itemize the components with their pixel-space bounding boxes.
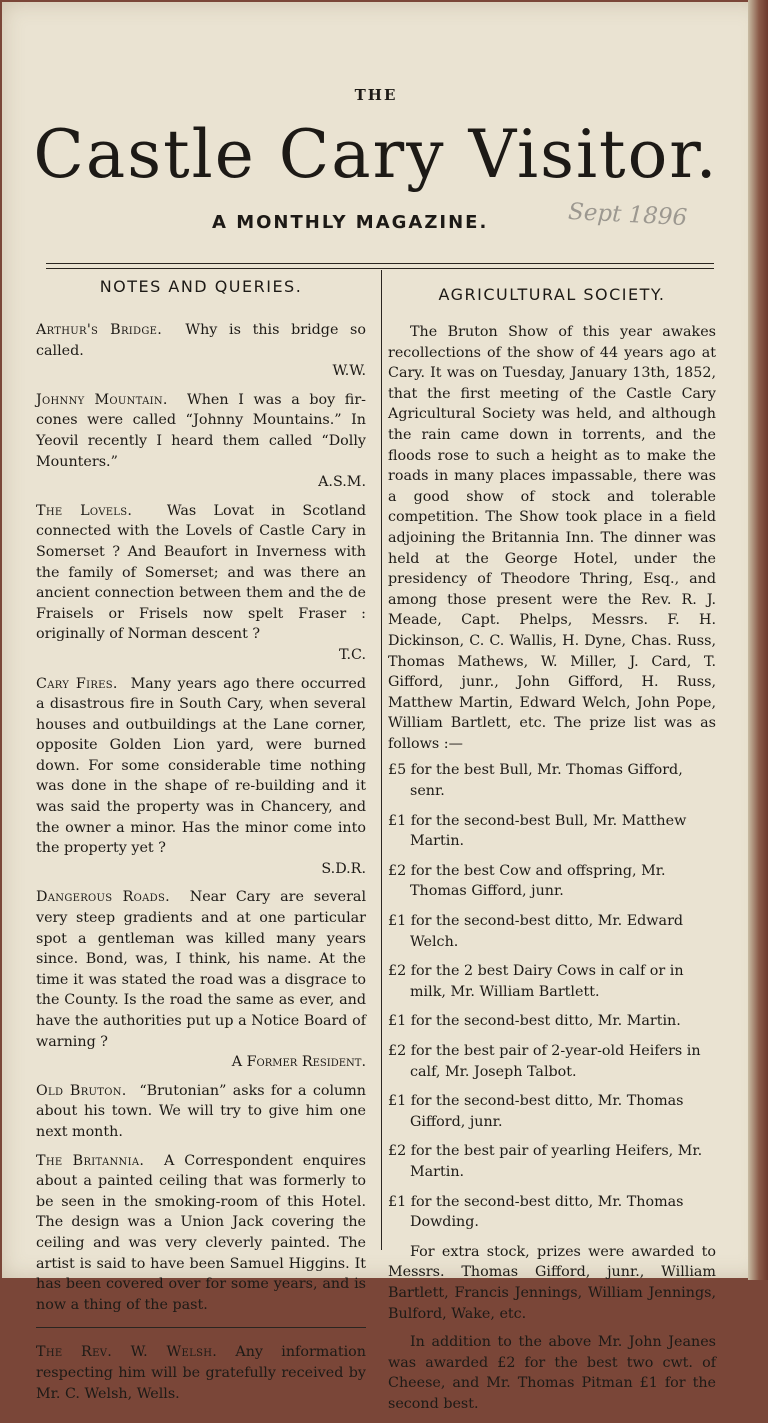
section-divider xyxy=(36,1327,366,1328)
query-entry xyxy=(36,887,366,1072)
entry-head: The Britannia. xyxy=(36,1152,145,1169)
footer-entry xyxy=(36,1342,366,1404)
notes-heading: NOTES AND QUERIES. xyxy=(99,277,303,296)
extra-stock-paragraph: For extra stock, prizes were awarded to Messrs. Thomas Gifford, junr., William Bartlett, Francis Jennings, William Jennings, Bulford, Wake, etc. xyxy=(388,1243,716,1322)
entry-text: Any information respecting him will be gratefully received by Mr. C. Welsh, Wells. xyxy=(36,1344,367,1402)
prize-item: £5 for the best Bull, Mr. Thomas Gifford, senr. xyxy=(388,762,683,800)
entry-text: Many years ago there occurred a disastrous fire in South Cary, when several houses and outbuildings at the Lane corner, opposite Golden Lion yard, were burned down. For some considerable time nothing was done in the shape of re-building and it was said the property was in Chancery, and the owner a minor. Has the minor come into the property yet ? xyxy=(36,675,366,857)
entry-head: The Lovels. xyxy=(36,502,133,519)
entry-head: The Rev. W. Welsh. xyxy=(36,1344,218,1361)
prize-item: £1 for the second-best ditto, Mr. Martin. xyxy=(388,1013,681,1030)
masthead-title: Castle Cary Visitor. xyxy=(33,116,719,193)
entry-text: Was Lovat in Scotland connected with the Lovels of Castle Cary in Somerset ? And Beaufort in Inverness with the family of Somerset; and was there an ancient connection between them and the de Fraisels or Frisels now spelt Fraser : originally of Norman descent ? xyxy=(36,502,366,643)
entry-head: Old Bruton. xyxy=(36,1082,127,1099)
prize-item: £2 for the 2 best Dairy Cows in calf or in milk, Mr. William Bartlett. xyxy=(388,963,684,1000)
masthead-subtitle: A MONTHLY MAGAZINE. xyxy=(212,212,489,233)
entry-text: Near Cary are several very steep gradients and at one particular spot a gentleman was killed many years since. Bond, was, I think, his name. At the time it was stated the road was a disgrace to the County. Is the road the same as ever, and have the authorities put up a Notice Board of warning ? xyxy=(36,889,367,1050)
entry-text: When I was a boy fir-cones were called “Johnny Mountains.” In Yeovil recently I heard them called “Dolly Mounters.” xyxy=(36,391,367,470)
column-divider xyxy=(381,270,382,1250)
entry-head: Arthur's Bridge. xyxy=(36,322,163,338)
prize-item: £2 for the best Cow and offspring, Mr. Thomas Gifford, junr. xyxy=(388,862,666,900)
entry-signature: T.C. xyxy=(339,646,366,663)
entry-head: Johnny Mountain. xyxy=(36,391,168,408)
query-entry xyxy=(36,501,366,666)
entry-text: Why is this bridge so called. xyxy=(36,322,366,359)
handwritten-date: Sept 1896 xyxy=(567,198,688,232)
query-entry xyxy=(36,1081,366,1143)
intro-paragraph: The Bruton Show of this year awakes recollections of the show of 44 years ago at Cary. It was on Tuesday, January 13th, 1852, that the first meeting of the Castle Cary Agricultural Society was held, and although the rain came down in torrents, and the floods rose to such a height as to make the roads in many places impassable, there was a good show of stock and tolerable competition. The Show took place in a field adjoining the Britannia Inn. The dinner was held at the George Hotel, under the presidency of Theodore Thring, Esq., and among those present were the Rev. R. J. Meade, Capt. Phelps, Messrs. F. H. Dickinson, C. C. Wallis, H. Dyne, Chas. Russ, Thomas Mathews, W. Miller, J. Card, T. Gifford, junr., John Gifford, H. Russ, Matthew Martin, Edward Welch, John Pope, William Bartlett, etc. The prize list was as follows :— xyxy=(388,324,716,752)
entry-signature: S.D.R. xyxy=(321,860,366,877)
agricultural-society-column xyxy=(388,282,716,1423)
masthead-the: THE xyxy=(354,86,398,104)
prize-item: £1 for the second-best ditto, Mr. Thomas Gifford, junr. xyxy=(388,1093,684,1130)
header-rule-top xyxy=(46,263,714,264)
magazine-page xyxy=(2,2,764,1412)
prize-item: £1 for the second-best Bull, Mr. Matthew Martin. xyxy=(388,812,687,850)
query-entry xyxy=(36,674,366,880)
entry-head: Cary Fires. xyxy=(36,675,118,692)
entry-signature: W.W. xyxy=(332,363,366,380)
entry-signature: A Former Resident. xyxy=(231,1054,366,1071)
agricultural-heading: AGRICULTURAL SOCIETY. xyxy=(438,285,666,304)
entry-text: “Brutonian” asks for a column about his town. We will try to give him one next month. xyxy=(36,1082,366,1140)
query-entry xyxy=(36,320,366,382)
entry-head: Dangerous Roads. xyxy=(36,889,170,906)
prize-item: £1 for the second-best ditto, Mr. Edward Welch. xyxy=(388,913,684,950)
prize-item: £1 for the second-best ditto, Mr. Thomas Dowding. xyxy=(388,1193,684,1231)
notes-and-queries-column xyxy=(36,274,366,1412)
prize-item: £2 for the best pair of 2-year-old Heifers in calf, Mr. Joseph Talbot. xyxy=(388,1043,701,1080)
entry-signature: A.S.M. xyxy=(318,474,366,491)
header-rule-bottom xyxy=(46,268,714,269)
closing-paragraph: In addition to the above Mr. John Jeanes was awarded £2 for the best two cwt. of Cheese, and Mr. Thomas Pitman £1 for the second best. xyxy=(388,1334,716,1412)
query-entry xyxy=(36,390,366,493)
page-edge xyxy=(748,0,768,1280)
prize-item: £2 for the best pair of yearling Heifers, Mr. Martin. xyxy=(388,1143,703,1180)
entry-text: A Correspondent enquires about a painted ceiling that was formerly to be seen in the smoking-room of this Hotel. The design was a Union Jack covering the ceiling and was very cleverly painted. The artist is said to have been Samuel Higgins. It has been covered over for some years, and is now a thing of the past. xyxy=(36,1152,366,1313)
query-entry xyxy=(36,1151,366,1316)
prize-list xyxy=(388,760,716,1232)
